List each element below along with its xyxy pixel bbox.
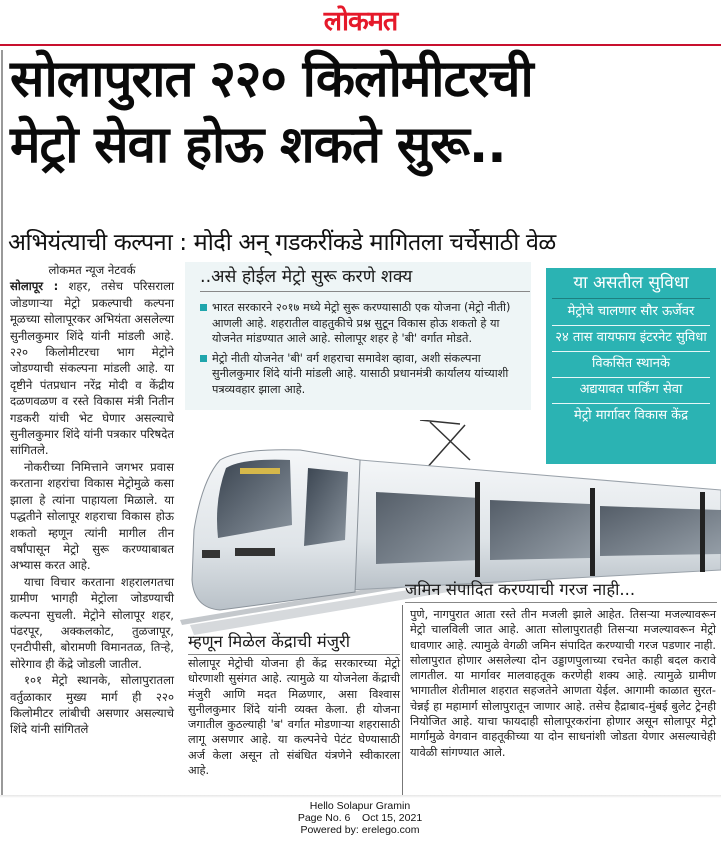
- page-footer: [250, 800, 470, 836]
- how-panel-title: ..असे होईल मेट्रो सुरू करणे शक्य: [200, 264, 530, 292]
- approval-section-body: सोलापूर मेट्रोची योजना ही केंद्र सरकारच्या मेट्रो धोरणाशी सुसंगत आहे. त्यामुळे या योजनेला केंद्राची मंजुरी आणि मदत मिळणार, असा विश्वास सुनीलकुमार शिंदे यांनी व्यक्त केला. ही योजना जगातील कुठल्याही 'ब' वर्गात मोडणाऱ्या शहरासाठी लागू असणार आहे. या कल्पनेचे पेटंट घेण्यासाठी अर्ज केला असून तो संबंधित यंत्रणेने स्वीकारला आहे.: [188, 657, 400, 778]
- facility-item: विकसित स्थानके: [552, 352, 710, 378]
- land-section-body: पुणे, नागपुरात आता रस्ते तीन मजली झाले आहेत. तिसऱ्या मजल्यावरून मेट्रो चालविली जात आहे. आता सोलापुरातही तिसऱ्या मजल्यावरून मेट्रो धावणार आहे. त्यामुळे वेगळी जमिन संपादित करण्याची गरज पडणार नाही. सोलापुरात होणार असलेल्या दोन उड्डाणपुलाच्या रचनेत काही बदल करावे लागतील. या मार्गावर मालवाहतूक करणेही शक्य आहे. त्यामुळे ग्रामीण भागातील शेतीमाल शहरात सहजतेने आणता येईल. आगामी काळात सुरत-चेन्नई हा महामार्ग सोलापुरातून जाणार आहे. तसेच हैद्राबाद-मुंबई बुलेट ट्रेनही नियोजित आहे. याचा फायदाही सोलापूरकरांना होणार असून सोलापूर मेट्रो मार्गामुळे वेगवान वाहतूकीच्या या दोन साधनांशी जोडता येणार असल्याचेही यावेळी सांगण्यात आले.: [410, 608, 716, 759]
- story-paragraph: नोकरीच्या निमित्ताने जगभर प्रवास करताना शहरांचा विकास मेट्रोमुळे कसा झाला हे त्यांना पाहायला मिळाले. या पद्धतीने सोलापूर शहराचा विकास होऊ शकतो म्हणून त्यांनी मागील तीन वर्षांपासून मेट्रो सुरू करण्याबाबत अभ्यास करत आहे.: [10, 459, 174, 573]
- page-number: Page No. 6: [297, 812, 351, 824]
- land-section-title: जमिन संपादित करण्याची गरज नाही...: [405, 578, 717, 603]
- powered-by: Powered by: erelego.com: [300, 824, 420, 836]
- column-rule: [1, 50, 3, 795]
- facilities-title: या असतील सुविधा: [552, 270, 710, 299]
- facility-item: अद्ययावत पार्किंग सेवा: [552, 378, 710, 404]
- subheadline: अभियंत्याची कल्पना : मोदी अन् गडकरींकडे मागितला चर्चेसाठी वेळ: [8, 228, 556, 256]
- column-rule: [402, 605, 403, 795]
- dateline: सोलापूर :: [10, 279, 59, 294]
- facility-item: २४ तास वायफाय इंटरनेट सुविधा: [552, 326, 710, 352]
- page-edge: [0, 795, 721, 798]
- story-paragraph: याचा विचार करताना शहरालगतचा ग्रामीण भागही मेट्रोला जोडण्याची कल्पना सुचली. मेट्रोने सोलापूर शहर, पंढरपूर, अक्कलकोट, तुळजापूर, एनटीपीसी, बोरामणी विमानतळ, तिऱ्हे, सोरेगाव ही केंद्रे जोडली जातील.: [10, 574, 174, 671]
- edition-name: Hello Solapur Gramin: [309, 800, 411, 812]
- byline: लोकमत न्यूज नेटवर्क: [48, 263, 136, 277]
- publish-date: Oct 15, 2021: [362, 812, 423, 824]
- page-info: [250, 812, 470, 824]
- story-paragraph: सोलापूर : शहर, तसेच परिसराला जोडणाऱ्या मेट्रो प्रकल्पाची कल्पना मूळच्या सोलापूरकर अभियंता असलेल्या सुनीलकुमार शिंदे यांनी मांडली आहे. २२० किलोमीटरचा भाग मेट्रोने जोडण्याची संकल्पना मांडली आहे. या दृष्टीने पंतप्रधान नरेंद्र मोदी व केंद्रीय दळणवळण व रस्ते विकास मंत्री नितीन गडकरी यांची भेट घेणार असल्याचे सुनीलकुमार शिंदे यांनी पत्रकार परिषदेत सांगितले.: [10, 279, 174, 458]
- bullet-item: मेट्रो नीती योजनेत 'बी' वर्ग शहराचा समावेश व्हावा, अशी संकल्पना सुनीलकुमार शिंदे यांनी मांडली आहे. यासाठी प्रधानमंत्री कार्यालय यांच्याशी पत्रव्यवहार झाला आहे.: [200, 351, 522, 398]
- masthead: [0, 0, 721, 46]
- headline-line-2: मेट्रो सेवा होऊ शकते सुरू..: [10, 116, 506, 175]
- headline: [10, 47, 715, 179]
- facilities-box: [546, 268, 716, 464]
- how-panel-bullets: [200, 300, 522, 401]
- facility-item: मेट्रो मार्गावर विकास केंद्र: [573, 408, 689, 423]
- lokmat-logo: लोकमत: [323, 6, 398, 37]
- story-paragraph: १०१ मेट्रो स्थानके, सोलापुरातला वर्तुळाकार मुख्य मार्ग ही २२० किलोमीटर लांबीची असणार असल्याचे शिंदे यांनी सांगितले: [10, 673, 174, 737]
- bullet-item: भारत सरकारने २०१७ मध्ये मेट्रो सुरू करण्यासाठी एक योजना (मेट्रो नीती) आणली आहे. शहरातील वाहतुकीचे प्रश्न सुटून विकास होऊ शकतो हे या योजनेत मांडण्यात आले आहे. सोलापूर शहर हे 'बी' वर्गात मोडते.: [200, 300, 522, 347]
- square-bullet-icon: [200, 304, 207, 311]
- facility-item: मेट्रोचे चालणार सौर ऊर्जेवर: [552, 300, 710, 326]
- main-story-column: [10, 262, 174, 738]
- approval-section-title: म्हणून मिळेल केंद्राची मंजुरी: [188, 630, 400, 655]
- headline-line-1: सोलापुरात २२० किलोमीटरची: [10, 50, 533, 109]
- square-bullet-icon: [200, 355, 207, 362]
